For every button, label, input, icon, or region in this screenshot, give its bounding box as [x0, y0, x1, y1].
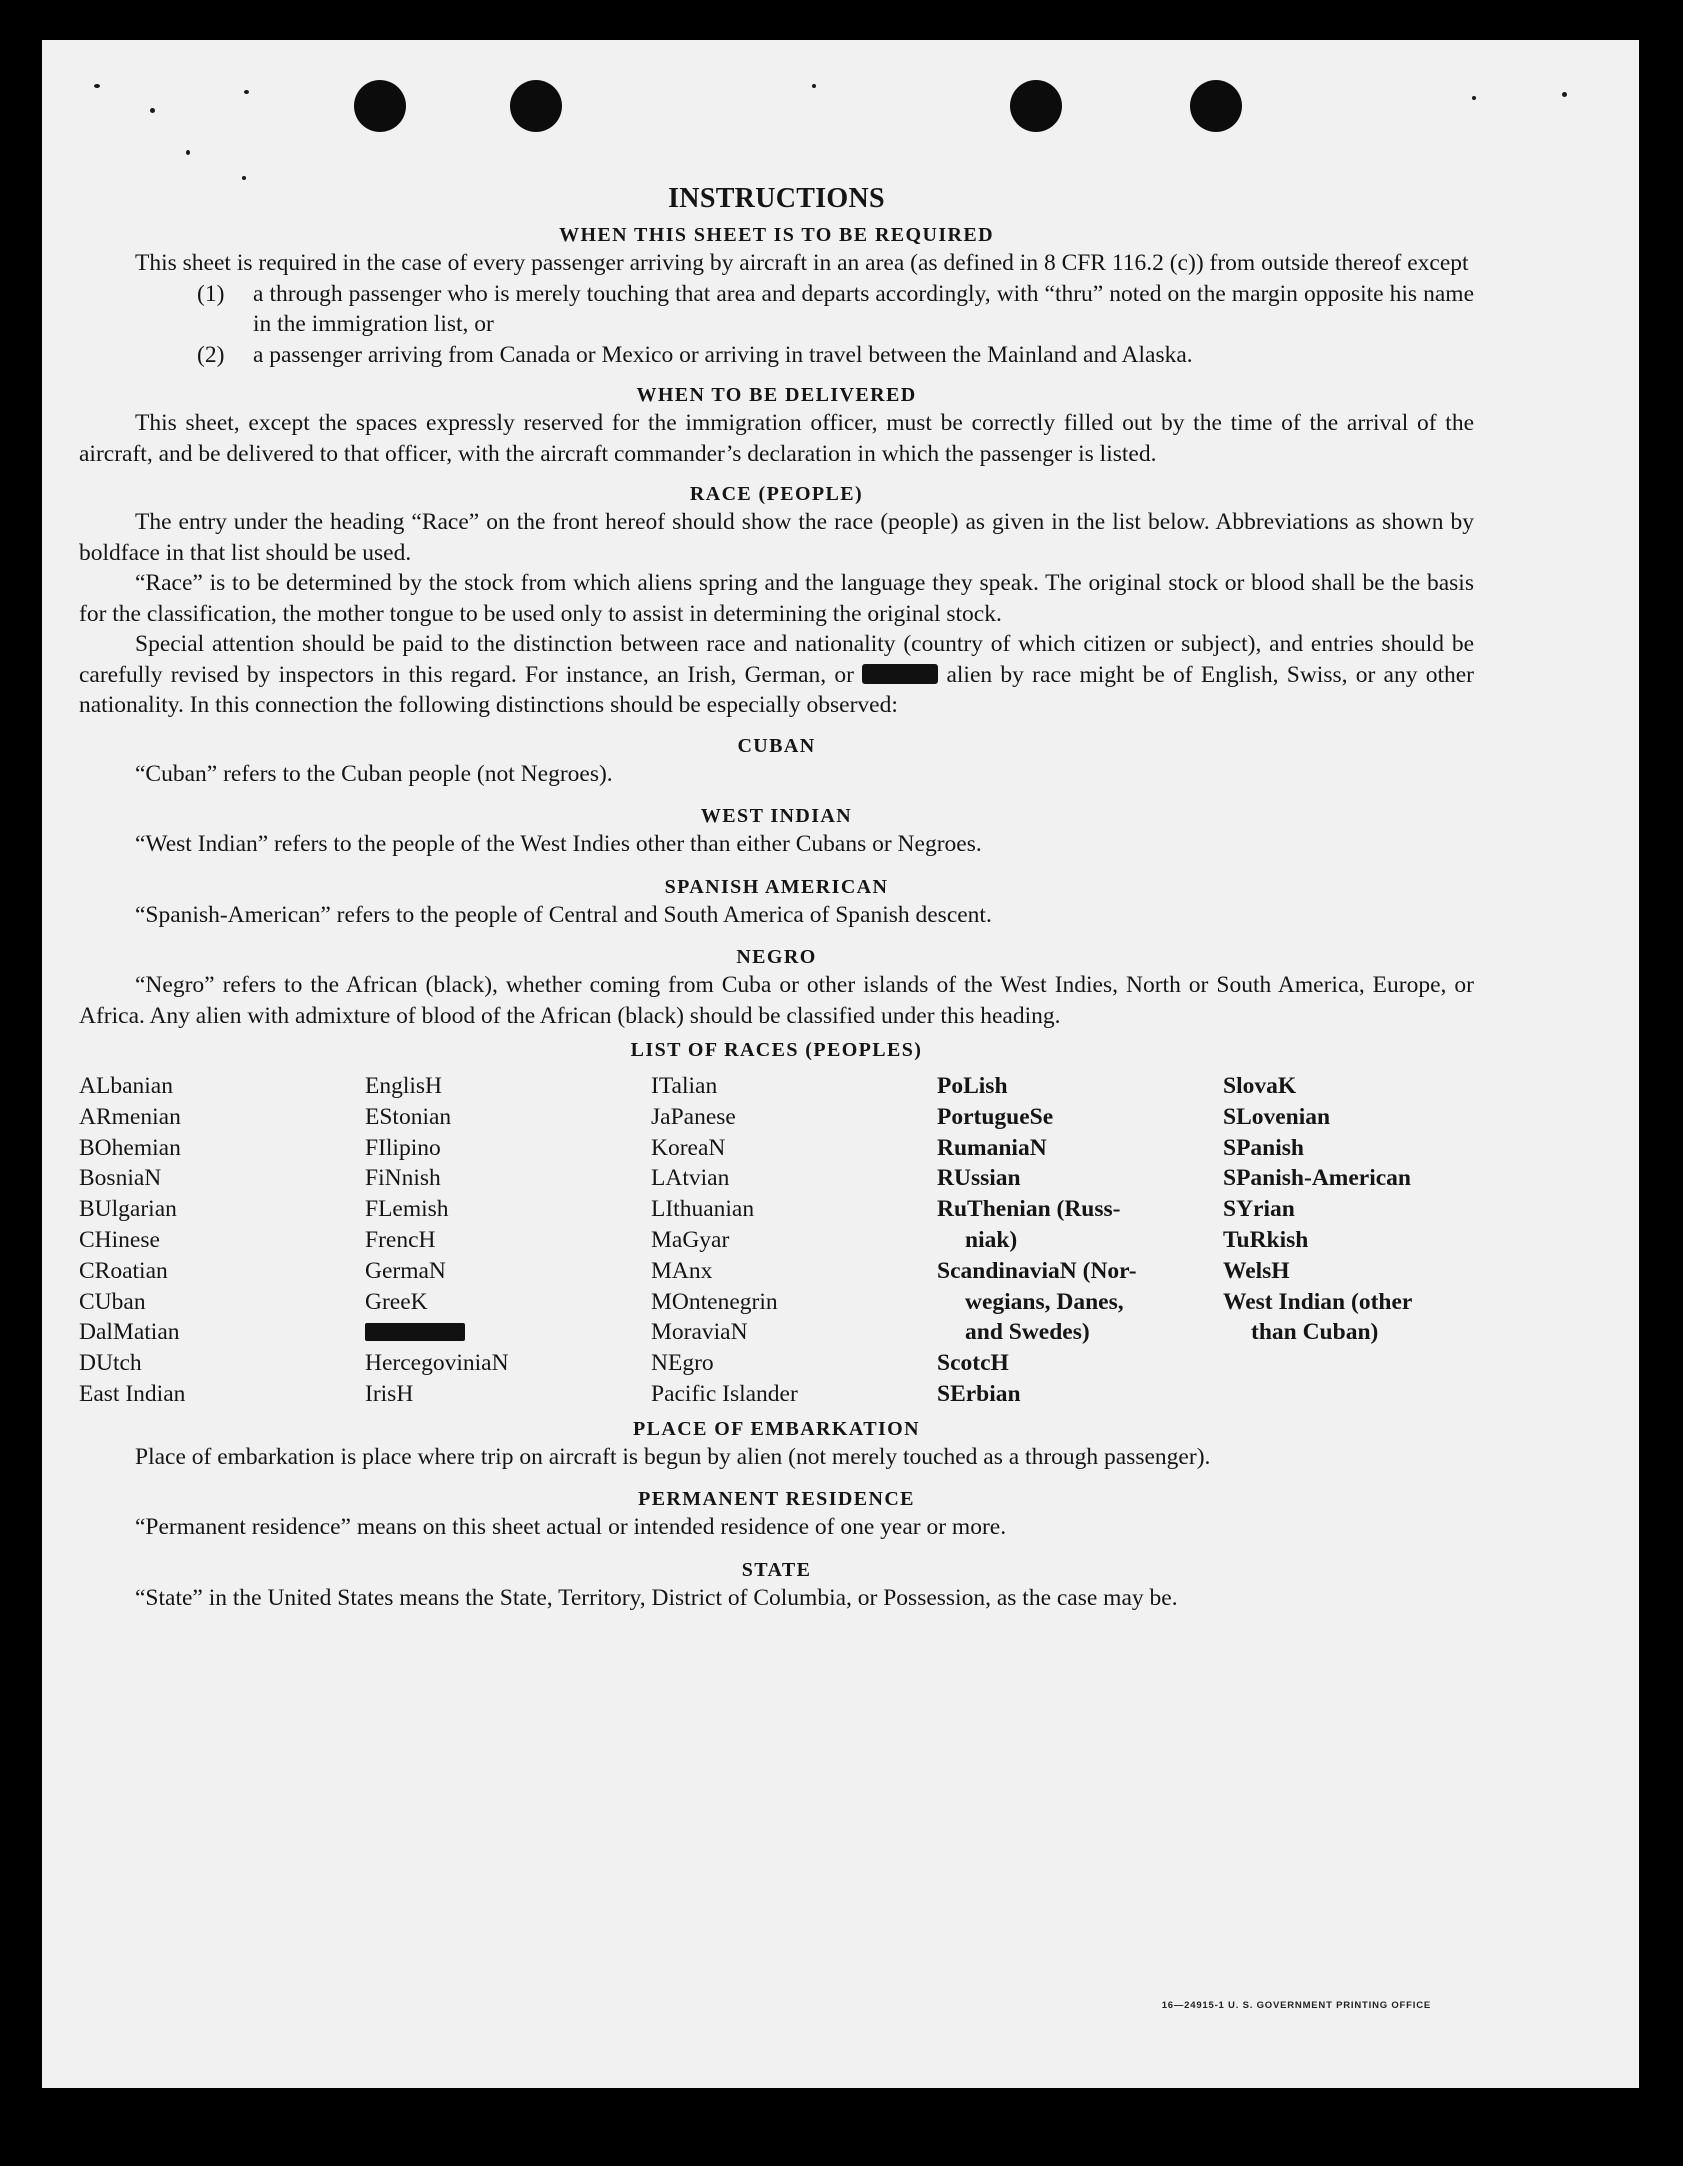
exception-text: a passenger arriving from Canada or Mexico or arriving in travel between the Mainland and Alaska. [253, 341, 1193, 368]
page-title: INSTRUCTIONS [668, 183, 885, 214]
race-item: GermaN [365, 1257, 446, 1284]
redaction-mark [862, 664, 938, 684]
race-item: ScotcH [937, 1350, 1009, 1377]
exception-number: (1) [197, 280, 225, 307]
west-indian-text: “West Indian” refers to the people of the West Indies other than either Cubans or Negroes. [135, 831, 982, 857]
race-item: WelsH [1223, 1257, 1290, 1284]
race-item: SPanish [1223, 1134, 1304, 1161]
heading-embarkation: PLACE OF EMBARKATION [633, 1417, 920, 1440]
exception-item [79, 340, 1474, 371]
race-item: PoLish [937, 1073, 1008, 1099]
speck [242, 176, 246, 180]
race-item: CUban [79, 1288, 146, 1315]
permanent-residence-text: “Permanent residence” means on this sheet actual or intended residence of one year or more. [135, 1514, 1007, 1541]
race-item: MaGyar [651, 1226, 730, 1253]
races-column [365, 1071, 651, 1410]
race-item: LAtvian [651, 1165, 730, 1192]
race-item: EStonian [365, 1103, 452, 1130]
races-column [1223, 1071, 1474, 1410]
race-item: SPanish-American [1223, 1165, 1411, 1192]
punch-hole [354, 80, 406, 132]
redaction-mark [365, 1323, 465, 1341]
race-item: CRoatian [79, 1257, 168, 1284]
race-item: ALbanian [79, 1073, 173, 1099]
race-item: DUtch [79, 1350, 142, 1377]
punch-hole [510, 80, 562, 132]
race-item: SYrian [1223, 1196, 1295, 1223]
race-item: RUssian [937, 1165, 1021, 1192]
race-item-continuation: niak) [965, 1226, 1018, 1253]
race-item-continuation: and Swedes) [965, 1319, 1090, 1346]
race-item: RuThenian (Russ- [937, 1196, 1121, 1223]
race-paragraph-3-b: alien by race might be of English, Swiss, or any other nationality. In this connection the following distinctions should be especially observed: [79, 661, 1475, 718]
race-item: BOhemian [79, 1134, 181, 1161]
race-item: SlovaK [1223, 1073, 1297, 1099]
punch-hole [1190, 80, 1242, 132]
exception-item [79, 279, 1474, 340]
races-column [651, 1071, 937, 1410]
race-item: JaPanese [651, 1103, 736, 1130]
races-column [937, 1071, 1223, 1410]
race-item: BUlgarian [79, 1196, 177, 1223]
printing-office-footer: 16—24915-1 U. S. GOVERNMENT PRINTING OFFICE [1161, 2000, 1431, 2011]
race-paragraph-1: The entry under the heading “Race” on the front hereof should show the race (people) as given in the list below. Abbreviations as shown by boldface in that list should be used. [79, 509, 1474, 566]
cuban-text: “Cuban” refers to the Cuban people (not Negroes). [135, 760, 613, 787]
race-item: TuRkish [1223, 1226, 1309, 1253]
race-item: PortugueSe [937, 1103, 1054, 1130]
speck [244, 90, 249, 94]
negro-text: “Negro” refers to the African (black), whether coming from Cuba or other islands of the West Indies, North or South America, Europe, or Africa. Any alien with admixture of blood of the African (black) should be classified under this heading. [79, 972, 1474, 1029]
race-item: Pacific Islander [651, 1380, 798, 1407]
speck [812, 84, 816, 88]
race-item: SErbian [937, 1380, 1021, 1407]
instructions-content [79, 182, 1474, 1613]
race-item: East Indian [79, 1380, 186, 1407]
exception-number: (2) [197, 341, 225, 368]
heading-cuban: CUBAN [737, 734, 816, 757]
race-item: FiNnish [365, 1165, 441, 1192]
heading-spanish-american: SPANISH AMERICAN [664, 875, 889, 898]
heading-race: RACE (PEOPLE) [689, 483, 864, 505]
heading-west-indian: WEST INDIAN [700, 805, 853, 827]
race-item-continuation: than Cuban) [1251, 1319, 1379, 1346]
races-list [79, 1071, 1474, 1410]
race-item: ITalian [651, 1073, 718, 1099]
when-required-intro: This sheet is required in the case of every passenger arriving by aircraft in an area (as defined in 8 CFR 116.2 (c)) from outside thereof except [135, 250, 1469, 276]
race-item: NEgro [651, 1350, 714, 1377]
race-item: LIthuanian [651, 1196, 755, 1223]
race-item: FrencH [365, 1226, 436, 1253]
race-item: ScandinaviaN (Nor- [937, 1257, 1137, 1284]
speck [94, 84, 100, 88]
race-paragraph-2: “Race” is to be determined by the stock from which aliens spring and the language they speak. The original stock or blood shall be the basis for the classification, the mother tongue to be used only to assist in determining the original stock. [79, 570, 1474, 627]
speck [186, 150, 190, 155]
race-item: RumaniaN [937, 1134, 1047, 1161]
state-text: “State” in the United States means the State, Territory, District of Columbia, or Possession, as the case may be. [135, 1584, 1178, 1611]
race-item-redacted [365, 1317, 651, 1348]
race-item: West Indian (other [1223, 1288, 1413, 1315]
heading-list-of-races: LIST OF RACES (PEOPLES) [630, 1039, 923, 1061]
race-item: MAnx [651, 1257, 713, 1284]
heading-when-required: WHEN THIS SHEET IS TO BE REQUIRED [559, 224, 994, 246]
race-item: HercegoviniaN [365, 1350, 509, 1377]
race-item: DalMatian [79, 1319, 180, 1346]
race-item: EnglisH [365, 1073, 443, 1099]
race-item: FLemish [365, 1196, 449, 1223]
embarkation-text: Place of embarkation is place where trip on aircraft is begun by alien (not merely touched as a through passenger). [135, 1443, 1211, 1470]
race-item: CHinese [79, 1226, 160, 1253]
race-item: GreeK [365, 1288, 428, 1315]
heading-when-delivered: WHEN TO BE DELIVERED [636, 384, 917, 406]
speck [1562, 92, 1567, 97]
spanish-american-text: “Spanish-American” refers to the people of Central and South America of Spanish descent. [135, 901, 992, 928]
race-item: FIlipino [365, 1134, 441, 1161]
race-item: IrisH [365, 1380, 414, 1407]
speck [150, 108, 155, 113]
race-item: BosniaN [79, 1165, 162, 1192]
race-item: MoraviaN [651, 1319, 748, 1346]
race-item: SLovenian [1223, 1103, 1331, 1130]
race-item: MOntenegrin [651, 1288, 778, 1315]
document-sheet [42, 40, 1639, 2088]
punch-hole [1010, 80, 1062, 132]
race-item-continuation: wegians, Danes, [965, 1288, 1124, 1315]
heading-state: STATE [741, 1558, 812, 1581]
race-paragraph-3 [79, 629, 1474, 721]
heading-permanent-residence: PERMANENT RESIDENCE [638, 1488, 915, 1511]
race-item: KoreaN [651, 1134, 726, 1161]
races-column [79, 1071, 365, 1410]
when-delivered-text: This sheet, except the spaces expressly reserved for the immigration officer, must be correctly filled out by the time of the arrival of the aircraft, and be delivered to that officer, with the aircraft commander’s declaration in which the passenger is listed. [79, 410, 1474, 467]
race-item: ARmenian [79, 1103, 181, 1130]
exception-text: a through passenger who is merely touching that area and departs accordingly, with “thru” noted on the margin opposite his name in the immigration list, or [253, 280, 1474, 337]
heading-negro: NEGRO [736, 946, 817, 968]
race-paragraph-3-a: Special attention should be paid to the distinction between race and nationality (country of which citizen or subject), and entries should be carefully revised by inspectors in this regard. For instance, an Irish, German, or [79, 631, 1474, 688]
speck [1472, 96, 1476, 100]
